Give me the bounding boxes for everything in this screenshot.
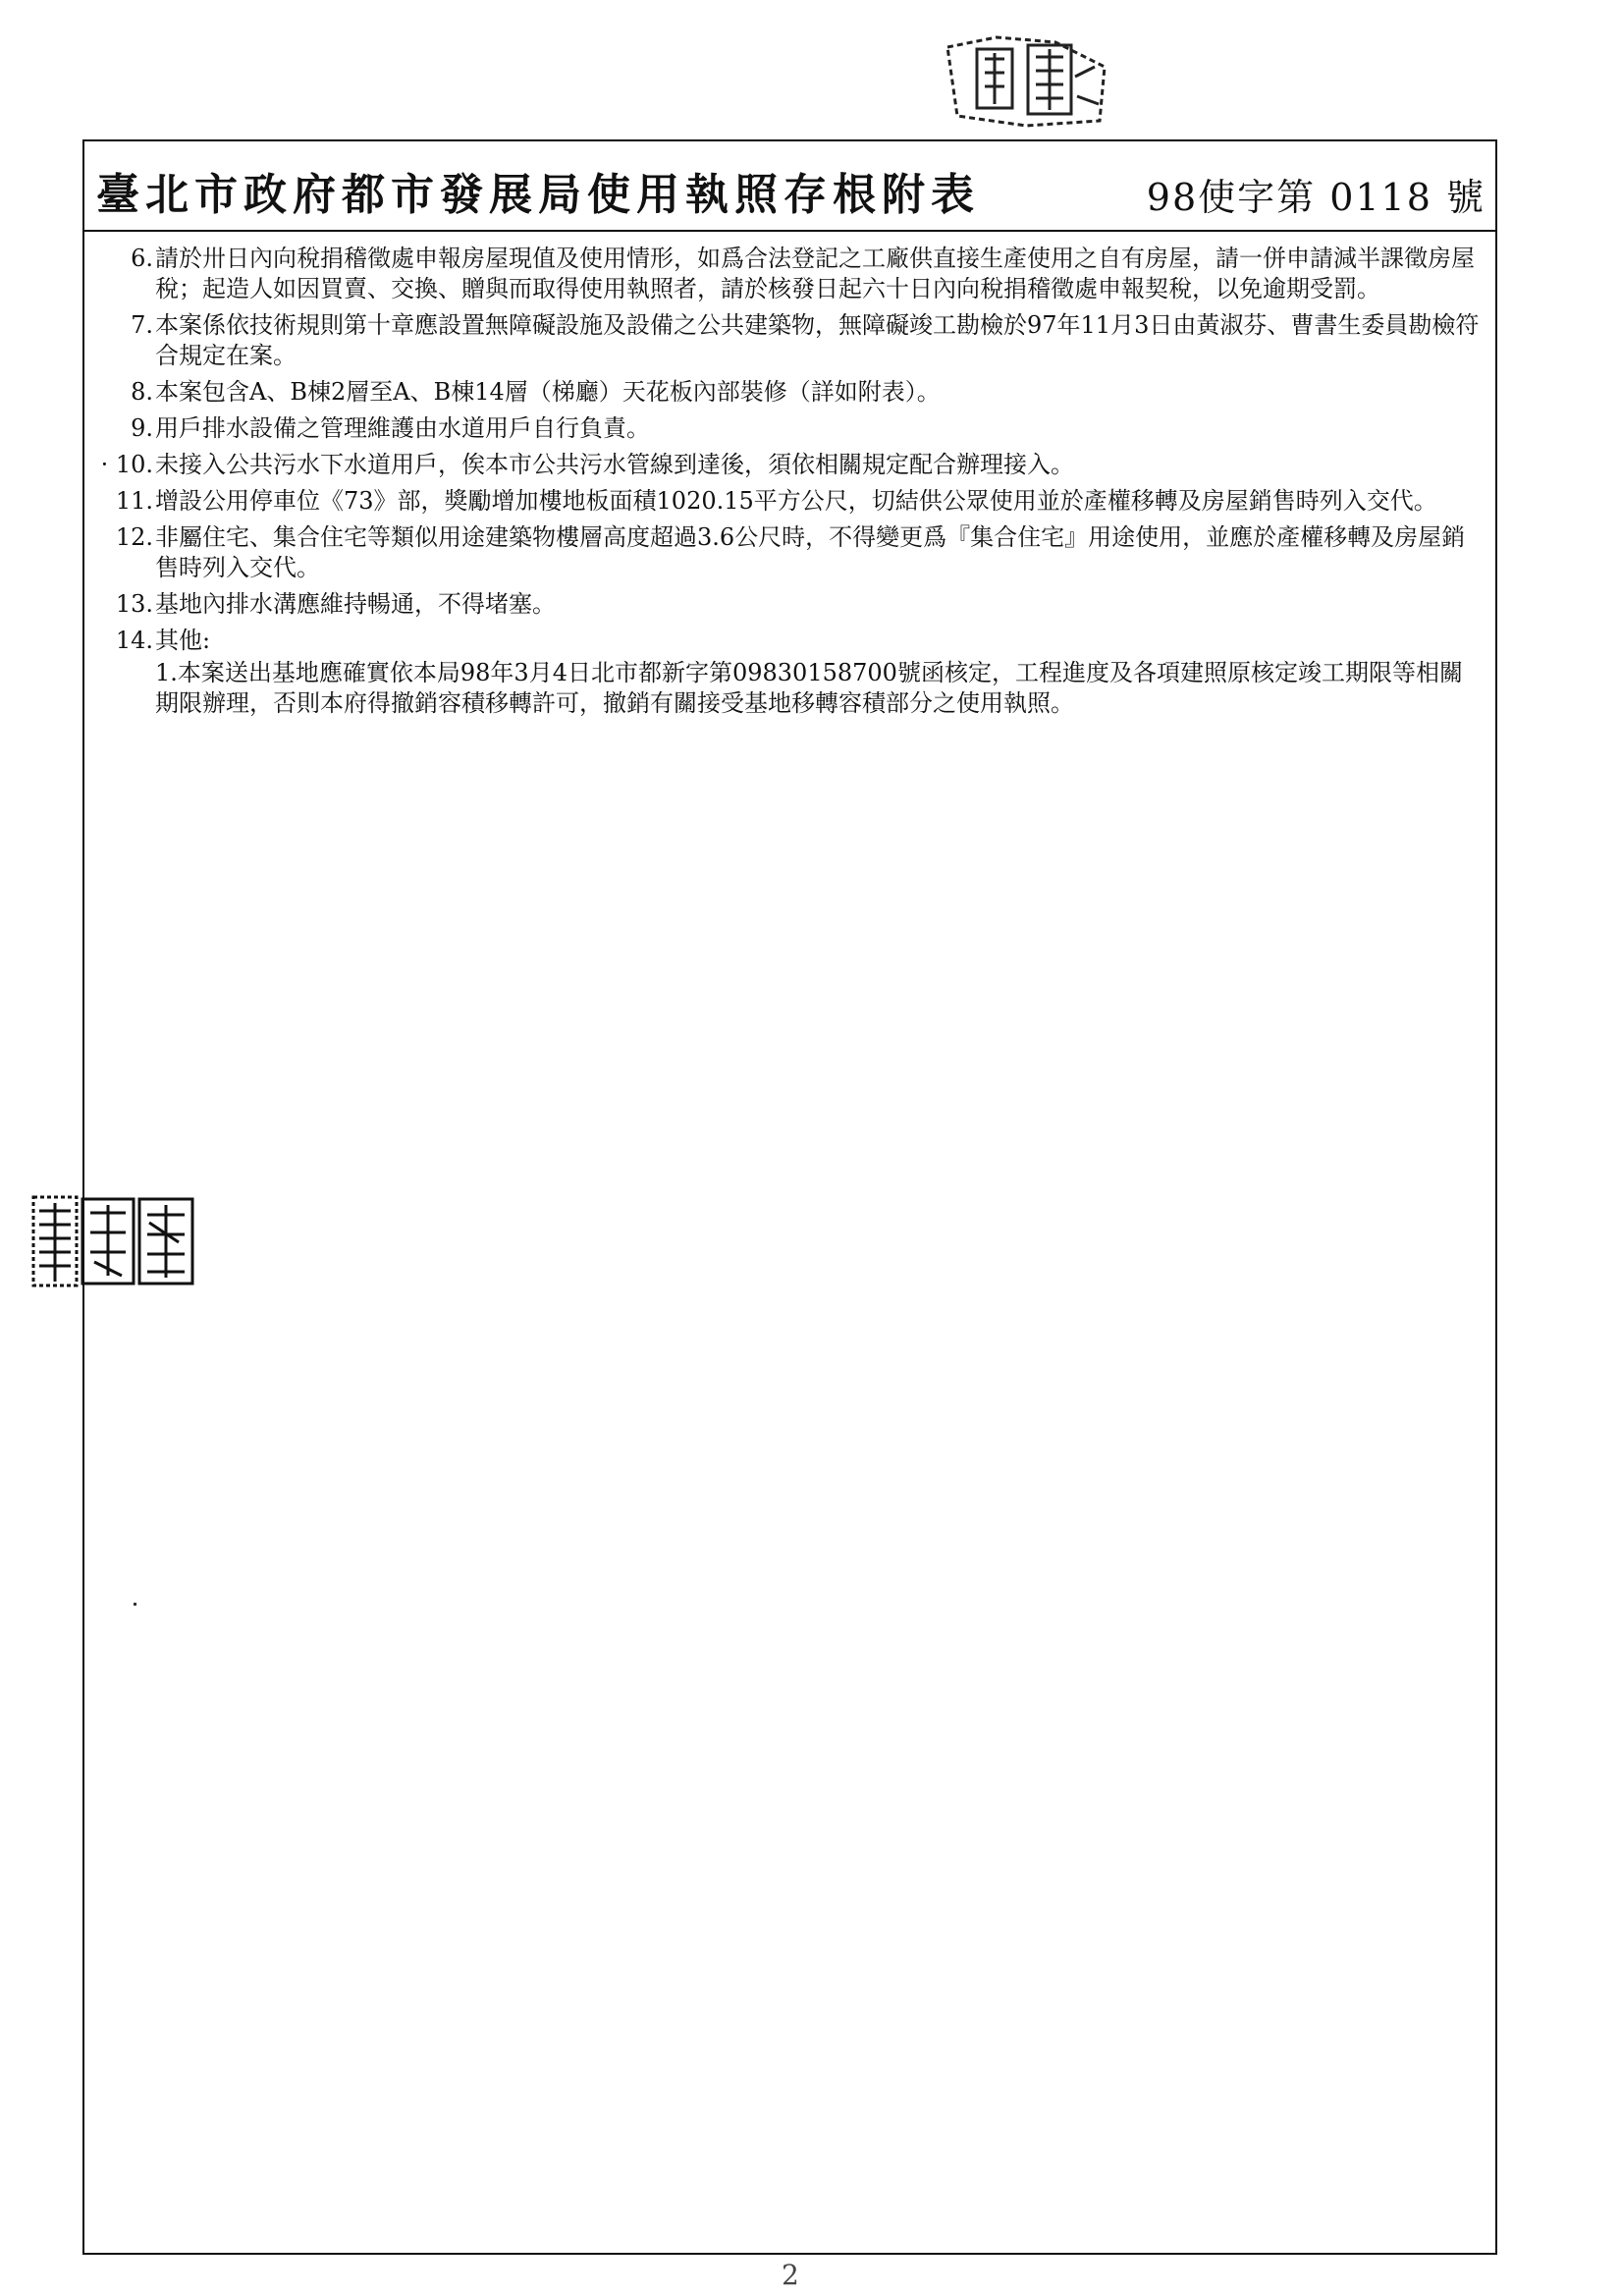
item-number: 9.: [131, 414, 153, 442]
sub-item-text: 1.本案送出基地應確實依本局98年3月4日北市都新字第09830158700號函核定，工程進度及各項建照原核定竣工期限等相關期限辦理，否則本府得撤銷容積移轉許可，撤銷有關接受基地移轉容積部分之使用執照。: [155, 659, 1463, 717]
item-number: 12.: [115, 523, 153, 551]
item-number: 7.: [131, 311, 153, 339]
item-text: 本案包含A、B棟2層至A、B棟14層（梯廳）天花板內部裝修（詳如附表）。: [155, 378, 941, 406]
document-title: 臺北市政府都市發展局使用執照存根附表: [96, 170, 980, 220]
document-frame: [82, 139, 1497, 2255]
list-item: [114, 522, 1484, 583]
stamp-seal-left: [31, 1193, 196, 1291]
item-text: 本案係依技術規則第十章應設置無障礙設施及設備之公共建築物，無障礙竣工勘檢於97年11月3日由黃淑芬、曹書生委員勘檢符合規定在案。: [155, 311, 1480, 369]
stray-mark: [134, 1603, 136, 1606]
item-text: 增設公用停車位《73》部，獎勵增加樓地板面積1020.15平方公尺，切結供公眾使用並於產權移轉及房屋銷售時列入交代。: [155, 487, 1437, 515]
item-text: 用戶排水設備之管理維護由水道用戶自行負責。: [155, 414, 650, 442]
list-item: [100, 450, 1484, 480]
page-mark: 2: [782, 2259, 799, 2291]
list-item: [114, 589, 1484, 620]
item-text: 未接入公共污水下水道用戶，俟本市公共污水管線到達後，須依相關規定配合辦理接入。: [155, 451, 1074, 478]
item-number: 6.: [131, 245, 153, 272]
item-text: 請於卅日內向稅捐稽徵處申報房屋現值及使用情形，如爲合法登記之工廠供直接生產使用之自有房屋，請一併申請減半課徵房屋稅；起造人如因買賣、交換、贈與而取得使用執照者，請於核發日起六十日內向稅捐稽徵處申報契稅，以免逾期受罰。: [155, 245, 1475, 302]
item-text: 其他:: [155, 627, 211, 654]
item-number: 8.: [131, 378, 153, 406]
item-number: 11.: [115, 487, 153, 515]
permit-number: 98使字第 0118 號: [1146, 176, 1486, 219]
item-number: 13.: [115, 590, 153, 618]
list-item: [114, 377, 1484, 408]
item-number: 14.: [115, 627, 153, 654]
conditions-list: [100, 244, 1484, 725]
list-item: [114, 244, 1484, 304]
item-number: · 10.: [100, 451, 153, 478]
list-item: [114, 486, 1484, 517]
list-item: [114, 413, 1484, 444]
list-item: [114, 310, 1484, 371]
item-text: 非屬住宅、集合住宅等類似用途建築物樓層高度超過3.6公尺時，不得變更爲『集合住宅』用途使用，並應於產權移轉及房屋銷售時列入交代。: [155, 523, 1466, 581]
item-text: 基地內排水溝應維持暢通，不得堵塞。: [155, 590, 556, 618]
document-header: [84, 141, 1495, 232]
stamp-seal-top: [938, 27, 1114, 134]
list-item: [114, 626, 1484, 719]
